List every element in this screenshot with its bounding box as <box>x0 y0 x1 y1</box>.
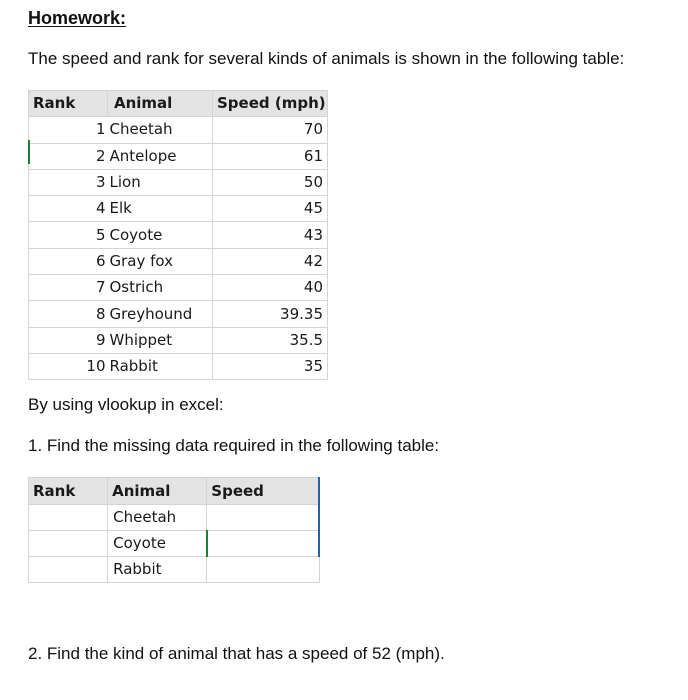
animal-header[interactable]: Animal <box>108 478 207 505</box>
speed-header[interactable]: Speed <box>207 478 319 505</box>
table-row <box>29 196 328 222</box>
intro-text: The speed and rank for several kinds of animals is shown in the following table: <box>28 49 625 68</box>
rank-cell[interactable]: 10 <box>29 353 108 379</box>
rank-cell[interactable]: 1 <box>29 117 108 143</box>
rank-cell[interactable]: 8 <box>29 301 108 327</box>
vlookup-instruction: By using vlookup in excel: <box>28 395 224 414</box>
animal-cell[interactable]: Cheetah <box>108 117 213 143</box>
lookup-table <box>28 477 320 583</box>
animal-cell[interactable]: Antelope <box>108 143 213 169</box>
rank-cell[interactable]: 4 <box>29 196 108 222</box>
animal-cell[interactable]: Rabbit <box>108 557 207 583</box>
rank-cell[interactable]: 6 <box>29 248 108 274</box>
animal-cell[interactable]: Coyote <box>108 531 207 557</box>
animal-cell[interactable]: Coyote <box>108 222 213 248</box>
table-row <box>29 275 328 301</box>
table-row <box>29 143 328 169</box>
rank-cell[interactable] <box>29 531 108 557</box>
question-1: 1. Find the missing data required in the following table: <box>28 436 440 455</box>
rank-header[interactable]: Rank <box>29 478 108 505</box>
table-row <box>29 169 328 195</box>
animal-cell[interactable]: Ostrich <box>108 275 213 301</box>
table-row <box>29 531 320 557</box>
rank-cell[interactable]: 2 <box>29 143 108 169</box>
table-row <box>29 222 328 248</box>
rank-cell[interactable]: 3 <box>29 169 108 195</box>
rank-header[interactable]: Rank <box>29 91 108 117</box>
speed-cell[interactable]: 50 <box>213 169 328 195</box>
table-row <box>29 557 320 583</box>
table-row <box>29 301 328 327</box>
rank-cell[interactable] <box>29 557 108 583</box>
table-row <box>29 353 328 379</box>
animal-cell[interactable]: Gray fox <box>108 248 213 274</box>
speed-cell[interactable]: 35 <box>213 353 328 379</box>
rank-cell[interactable]: 5 <box>29 222 108 248</box>
animal-cell[interactable]: Greyhound <box>108 301 213 327</box>
speed-cell[interactable]: 39.35 <box>213 301 328 327</box>
animal-header[interactable]: Animal <box>108 91 213 117</box>
table-header-row <box>29 478 320 505</box>
animal-cell[interactable]: Rabbit <box>108 353 213 379</box>
speed-cell[interactable]: 42 <box>213 248 328 274</box>
animal-cell[interactable]: Whippet <box>108 327 213 353</box>
animal-cell[interactable]: Cheetah <box>108 505 207 531</box>
speed-cell[interactable]: 40 <box>213 275 328 301</box>
animal-cell[interactable]: Elk <box>108 196 213 222</box>
table-row <box>29 248 328 274</box>
speed-header[interactable]: Speed (mph) <box>213 91 328 117</box>
animal-speed-table <box>28 90 328 380</box>
speed-cell[interactable]: 61 <box>213 143 328 169</box>
speed-cell[interactable]: 35.5 <box>213 327 328 353</box>
table-row <box>29 117 328 143</box>
rank-cell[interactable]: 7 <box>29 275 108 301</box>
table-header-row <box>29 91 328 117</box>
rank-cell[interactable]: 9 <box>29 327 108 353</box>
speed-cell[interactable]: 43 <box>213 222 328 248</box>
speed-cell[interactable]: 70 <box>213 117 328 143</box>
cell-cursor-mark <box>28 140 30 164</box>
speed-cell[interactable] <box>207 557 319 583</box>
speed-cell[interactable]: 45 <box>213 196 328 222</box>
homework-heading: Homework: <box>28 8 127 28</box>
speed-cell[interactable] <box>207 505 319 531</box>
animal-cell[interactable]: Lion <box>108 169 213 195</box>
rank-cell[interactable] <box>29 505 108 531</box>
question-2: 2. Find the kind of animal that has a speed of 52 (mph). <box>28 644 445 663</box>
table-row <box>29 327 328 353</box>
speed-cell[interactable] <box>207 531 319 557</box>
table-row <box>29 505 320 531</box>
